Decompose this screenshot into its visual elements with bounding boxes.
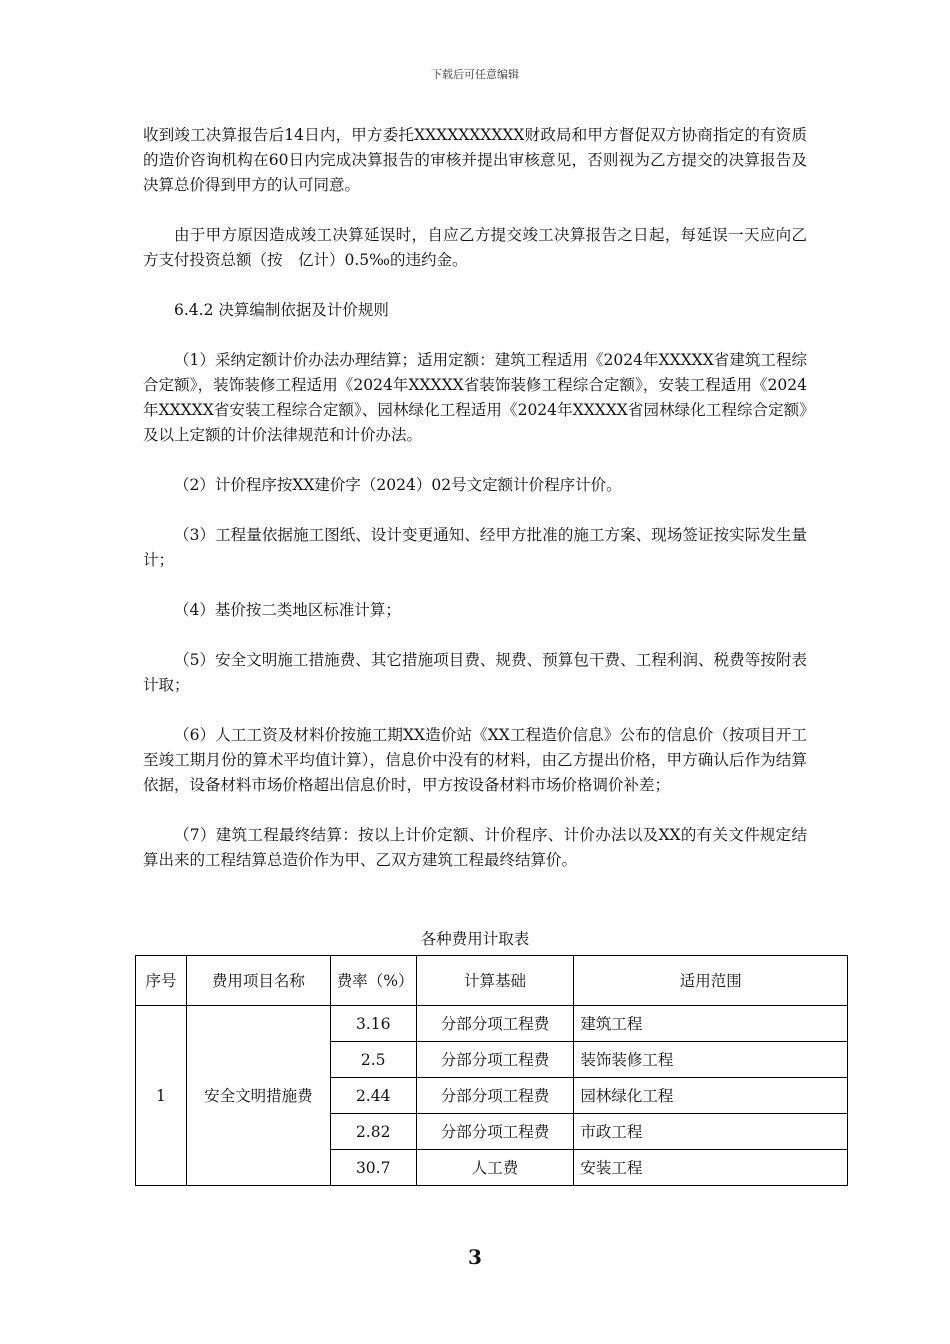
scope-cell: 建筑工程 [574,1006,848,1042]
header-cell: 序号 [136,956,187,1006]
scope-cell: 安装工程 [574,1150,848,1186]
base-cell: 分部分项工程费 [416,1042,574,1078]
rule-item-7: （7）建筑工程最终结算：按以上计价定额、计价程序、计价办法以及XX的有关文件规定结算出来的工程结算总造价作为甲、乙双方建筑工程最终结算价。 [143,826,807,869]
rule-item-6: （6）人工工资及材料价按施工期XX造价站《XX工程造价信息》公布的信息价（按项目开工至竣工期月份的算术平均值计算），信息价中没有的材料，由乙方提出价格，甲方确认后作为结算依据，设备材料市场价格超出信息价时，甲方按设备材料市场价格调价补差； [143,726,807,794]
rule-item-5: （5）安全文明施工措施费、其它措施项目费、规费、预算包干费、工程利润、税费等按附表计取； [143,651,807,694]
scope-cell: 园林绿化工程 [574,1078,848,1114]
rule-item-4: （4）基价按二类地区标准计算； [174,601,401,619]
table-header-row [136,956,848,1006]
rate-cell: 2.44 [330,1078,416,1114]
header-cell: 适用范围 [574,956,848,1006]
rate-cell: 30.7 [330,1150,416,1186]
rate-cell: 2.82 [330,1114,416,1150]
rate-cell: 2.5 [330,1042,416,1078]
rule-item-1: （1）采纳定额计价办法办理结算；适用定额：建筑工程适用《2024年XXXXX省建筑工程综合定额》，装饰装修工程适用《2024年XXXXX省装饰装修工程综合定额》，安装工程适用《2024年XXXXX省安装工程综合定额》、园林绿化工程适用《2024年XXXXX省园林绿化工程综合定额》及以上定额的计价法律规范和计价办法。 [143,351,807,444]
scope-cell: 装饰装修工程 [574,1042,848,1078]
table-row [136,1006,848,1042]
document-body [143,123,807,898]
rate-cell: 3.16 [330,1006,416,1042]
page-number: 3 [468,1245,482,1269]
scope-cell: 市政工程 [574,1114,848,1150]
rule-item-2: （2）计价程序按XX建价字（2024）02号文定额计价程序计价。 [174,476,622,494]
header-cell: 费用项目名称 [186,956,330,1006]
base-cell: 分部分项工程费 [416,1114,574,1150]
page-header: 下载后可任意编辑 [431,68,519,81]
row-number-cell: 1 [136,1006,187,1186]
header-cell: 费率（%） [330,956,416,1006]
fee-name-cell: 安全文明措施费 [186,1006,330,1186]
table-caption: 各种费用计取表 [420,930,530,948]
base-cell: 分部分项工程费 [416,1006,574,1042]
header-cell: 计算基础 [416,956,574,1006]
fee-table [135,955,848,1186]
rule-item-3: （3）工程量依据施工图纸、设计变更通知、经甲方批准的施工方案、现场签证按实际发生量计； [143,526,807,569]
base-cell: 人工费 [416,1150,574,1186]
base-cell: 分部分项工程费 [416,1078,574,1114]
section-heading: 6.4.2 决算编制依据及计价规则 [174,301,389,319]
paragraph-audit-deadline: 收到竣工决算报告后14日内，甲方委托XXXXXXXXXX财政局和甲方督促双方协商指定的有资质的造价咨询机构在60日内完成决算报告的审核并提出审核意见，否则视为乙方提交的决算报告及决算总价得到甲方的认可同意。 [143,126,807,194]
paragraph-delay-penalty: 由于甲方原因造成竣工决算延误时，自应乙方提交竣工决算报告之日起，每延误一天应向乙方支付投资总额（按 亿计）0.5‰的违约金。 [143,226,807,269]
